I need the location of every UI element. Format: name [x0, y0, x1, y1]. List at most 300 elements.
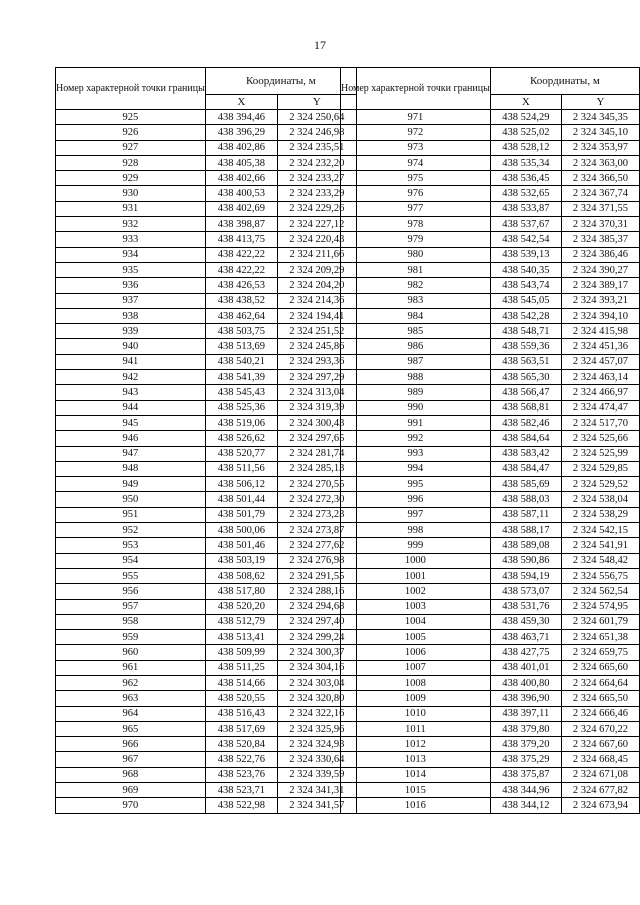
- y-coordinate-cell: 2 324 288,16: [277, 584, 356, 599]
- point-number-cell: 990: [341, 400, 491, 415]
- table-row: [56, 186, 357, 201]
- point-number-cell: 1009: [341, 691, 491, 706]
- x-coordinate-cell: 438 568,81: [490, 400, 561, 415]
- y-coordinate-cell: 2 324 394,10: [561, 308, 639, 323]
- y-coordinate-cell: 2 324 299,24: [277, 630, 356, 645]
- y-coordinate-cell: 2 324 341,31: [277, 783, 356, 798]
- point-number-cell: 987: [341, 354, 491, 369]
- x-coordinate-cell: 438 588,17: [490, 523, 561, 538]
- table-row: [56, 308, 357, 323]
- y-coordinate-cell: 2 324 665,60: [561, 660, 639, 675]
- point-number-cell: 946: [56, 431, 206, 446]
- x-coordinate-cell: 438 523,71: [205, 783, 277, 798]
- y-coordinate-cell: 2 324 366,50: [561, 171, 639, 186]
- table-row: [56, 201, 357, 216]
- x-coordinate-cell: 438 413,75: [205, 232, 277, 247]
- x-coordinate-cell: 438 541,39: [205, 370, 277, 385]
- y-coordinate-cell: 2 324 209,29: [277, 262, 356, 277]
- y-coordinate-cell: 2 324 277,62: [277, 538, 356, 553]
- y-coordinate-cell: 2 324 273,87: [277, 523, 356, 538]
- table-row: [56, 446, 357, 461]
- x-coordinate-cell: 438 585,69: [490, 477, 561, 492]
- y-coordinate-cell: 2 324 667,60: [561, 737, 639, 752]
- table-row: [341, 370, 640, 385]
- y-coordinate-cell: 2 324 246,98: [277, 125, 356, 140]
- point-number-cell: 983: [341, 293, 491, 308]
- table-row: [56, 385, 357, 400]
- table-row: [56, 155, 357, 170]
- table-row: [56, 125, 357, 140]
- x-coordinate-cell: 438 543,74: [490, 278, 561, 293]
- table-row: [341, 155, 640, 170]
- table-row: [56, 110, 357, 125]
- x-coordinate-cell: 438 540,21: [205, 354, 277, 369]
- y-coordinate-cell: 2 324 393,21: [561, 293, 639, 308]
- table-row: [56, 737, 357, 752]
- x-coordinate-cell: 438 375,29: [490, 752, 561, 767]
- point-number-cell: 939: [56, 324, 206, 339]
- table-row: [341, 186, 640, 201]
- x-coordinate-cell: 438 517,69: [205, 721, 277, 736]
- point-number-cell: 1007: [341, 660, 491, 675]
- x-coordinate-cell: 438 520,84: [205, 737, 277, 752]
- point-number-cell: 969: [56, 783, 206, 798]
- point-number-cell: 964: [56, 706, 206, 721]
- x-coordinate-cell: 438 422,22: [205, 262, 277, 277]
- y-coordinate-cell: 2 324 285,13: [277, 461, 356, 476]
- table-row: [56, 523, 357, 538]
- point-number-cell: 954: [56, 553, 206, 568]
- x-coordinate-cell: 438 573,07: [490, 584, 561, 599]
- x-coordinate-cell: 438 522,76: [205, 752, 277, 767]
- y-coordinate-cell: 2 324 363,00: [561, 155, 639, 170]
- table-row: [56, 461, 357, 476]
- point-number-cell: 980: [341, 247, 491, 262]
- table-row: [56, 584, 357, 599]
- table-row: [341, 660, 640, 675]
- y-coordinate-cell: 2 324 671,08: [561, 767, 639, 782]
- table-row: [56, 232, 357, 247]
- table-row: [341, 125, 640, 140]
- x-coordinate-cell: 438 539,13: [490, 247, 561, 262]
- y-coordinate-cell: 2 324 294,68: [277, 599, 356, 614]
- x-coordinate-cell: 438 536,45: [490, 171, 561, 186]
- y-coordinate-cell: 2 324 463,14: [561, 370, 639, 385]
- y-coordinate-cell: 2 324 303,04: [277, 675, 356, 690]
- point-number-cell: 978: [341, 217, 491, 232]
- y-coordinate-cell: 2 324 330,64: [277, 752, 356, 767]
- x-coordinate-cell: 438 565,30: [490, 370, 561, 385]
- point-number-cell: 1015: [341, 783, 491, 798]
- coordinates-table-left: [55, 67, 357, 814]
- x-coordinate-cell: 438 379,20: [490, 737, 561, 752]
- y-coordinate-cell: 2 324 304,16: [277, 660, 356, 675]
- y-coordinate-cell: 2 324 601,79: [561, 614, 639, 629]
- table-row: [341, 553, 640, 568]
- table-row: [56, 415, 357, 430]
- x-coordinate-cell: 438 459,30: [490, 614, 561, 629]
- y-coordinate-cell: 2 324 466,97: [561, 385, 639, 400]
- table-row: [56, 645, 357, 660]
- right-table-body: [341, 110, 640, 814]
- x-coordinate-cell: 438 545,43: [205, 385, 277, 400]
- y-coordinate-cell: 2 324 291,55: [277, 568, 356, 583]
- x-coordinate-cell: 438 422,22: [205, 247, 277, 262]
- table-row: [341, 308, 640, 323]
- point-number-cell: 1004: [341, 614, 491, 629]
- y-coordinate-cell: 2 324 677,82: [561, 783, 639, 798]
- point-number-cell: 927: [56, 140, 206, 155]
- table-row: [56, 278, 357, 293]
- table-row: [56, 370, 357, 385]
- x-coordinate-cell: 438 512,79: [205, 614, 277, 629]
- x-coordinate-cell: 438 397,11: [490, 706, 561, 721]
- table-row: [341, 783, 640, 798]
- point-number-cell: 973: [341, 140, 491, 155]
- x-coordinate-cell: 438 520,55: [205, 691, 277, 706]
- x-coordinate-cell: 438 375,87: [490, 767, 561, 782]
- y-coordinate-cell: 2 324 276,98: [277, 553, 356, 568]
- point-number-cell: 931: [56, 201, 206, 216]
- table-row: [341, 171, 640, 186]
- x-coordinate-cell: 438 402,66: [205, 171, 277, 186]
- point-number-cell: 989: [341, 385, 491, 400]
- x-coordinate-cell: 438 520,20: [205, 599, 277, 614]
- table-row: [341, 461, 640, 476]
- point-number-cell: 960: [56, 645, 206, 660]
- y-coordinate-cell: 2 324 415,98: [561, 324, 639, 339]
- y-coordinate-cell: 2 324 245,86: [277, 339, 356, 354]
- point-number-cell: 926: [56, 125, 206, 140]
- point-number-cell: 1016: [341, 798, 491, 813]
- point-number-cell: 937: [56, 293, 206, 308]
- y-coordinate-cell: 2 324 651,38: [561, 630, 639, 645]
- table-row: [56, 262, 357, 277]
- y-coordinate-cell: 2 324 293,36: [277, 354, 356, 369]
- y-coordinate-cell: 2 324 270,55: [277, 477, 356, 492]
- table-row: [341, 140, 640, 155]
- point-number-cell: 970: [56, 798, 206, 813]
- x-coordinate-cell: 438 394,46: [205, 110, 277, 125]
- table-row: [56, 783, 357, 798]
- x-coordinate-cell: 438 525,36: [205, 400, 277, 415]
- table-row: [341, 110, 640, 125]
- table-row: [56, 354, 357, 369]
- table-row: [56, 492, 357, 507]
- point-number-cell: 1011: [341, 721, 491, 736]
- x-coordinate-cell: 438 531,76: [490, 599, 561, 614]
- x-coordinate-cell: 438 540,35: [490, 262, 561, 277]
- point-number-cell: 932: [56, 217, 206, 232]
- x-coordinate-cell: 438 542,28: [490, 308, 561, 323]
- x-coordinate-cell: 438 503,19: [205, 553, 277, 568]
- point-number-cell: 957: [56, 599, 206, 614]
- point-number-cell: 993: [341, 446, 491, 461]
- table-row: [341, 614, 640, 629]
- x-coordinate-cell: 438 462,64: [205, 308, 277, 323]
- point-number-cell: 950: [56, 492, 206, 507]
- x-coordinate-cell: 438 523,76: [205, 767, 277, 782]
- y-coordinate-cell: 2 324 220,43: [277, 232, 356, 247]
- point-number-cell: 963: [56, 691, 206, 706]
- point-number-cell: 1005: [341, 630, 491, 645]
- y-coordinate-cell: 2 324 668,45: [561, 752, 639, 767]
- table-row: [341, 584, 640, 599]
- table-row: [56, 568, 357, 583]
- table-row: [56, 675, 357, 690]
- y-coordinate-cell: 2 324 370,31: [561, 217, 639, 232]
- x-coordinate-cell: 438 537,67: [490, 217, 561, 232]
- x-coordinate-cell: 438 522,98: [205, 798, 277, 813]
- table-row: [341, 630, 640, 645]
- table-row: [56, 553, 357, 568]
- x-coordinate-cell: 438 344,96: [490, 783, 561, 798]
- point-number-cell: 975: [341, 171, 491, 186]
- x-coordinate-cell: 438 584,64: [490, 431, 561, 446]
- point-number-cell: 1014: [341, 767, 491, 782]
- x-coordinate-cell: 438 514,66: [205, 675, 277, 690]
- x-coordinate-cell: 438 588,03: [490, 492, 561, 507]
- table-row: [341, 262, 640, 277]
- y-coordinate-cell: 2 324 538,29: [561, 507, 639, 522]
- x-coordinate-cell: 438 400,53: [205, 186, 277, 201]
- x-coordinate-cell: 438 587,11: [490, 507, 561, 522]
- table-row: [341, 385, 640, 400]
- point-number-cell: 985: [341, 324, 491, 339]
- x-coordinate-cell: 438 402,86: [205, 140, 277, 155]
- point-number-cell: 938: [56, 308, 206, 323]
- x-coordinate-cell: 438 396,29: [205, 125, 277, 140]
- x-coordinate-cell: 438 545,05: [490, 293, 561, 308]
- table-row: [341, 492, 640, 507]
- point-number-cell: 995: [341, 477, 491, 492]
- x-header: X: [490, 95, 561, 110]
- x-coordinate-cell: 438 594,19: [490, 568, 561, 583]
- table-row: [56, 630, 357, 645]
- point-number-cell: 945: [56, 415, 206, 430]
- table-row: [341, 400, 640, 415]
- x-coordinate-cell: 438 548,71: [490, 324, 561, 339]
- table-row: [341, 293, 640, 308]
- y-coordinate-cell: 2 324 300,43: [277, 415, 356, 430]
- point-number-cell: 930: [56, 186, 206, 201]
- y-coordinate-cell: 2 324 320,80: [277, 691, 356, 706]
- y-coordinate-cell: 2 324 339,59: [277, 767, 356, 782]
- table-row: [341, 721, 640, 736]
- y-coordinate-cell: 2 324 319,39: [277, 400, 356, 415]
- table-row: [56, 171, 357, 186]
- y-coordinate-cell: 2 324 665,50: [561, 691, 639, 706]
- point-number-cell: 935: [56, 262, 206, 277]
- point-number-cell: 952: [56, 523, 206, 538]
- table-row: [56, 614, 357, 629]
- x-coordinate-cell: 438 542,54: [490, 232, 561, 247]
- y-coordinate-cell: 2 324 251,52: [277, 324, 356, 339]
- y-coordinate-cell: 2 324 227,12: [277, 217, 356, 232]
- y-coordinate-cell: 2 324 525,66: [561, 431, 639, 446]
- point-number-cell: 1002: [341, 584, 491, 599]
- table-row: [341, 752, 640, 767]
- y-coordinate-cell: 2 324 474,47: [561, 400, 639, 415]
- point-number-cell: 965: [56, 721, 206, 736]
- x-coordinate-cell: 438 501,44: [205, 492, 277, 507]
- x-coordinate-cell: 438 402,69: [205, 201, 277, 216]
- x-coordinate-cell: 438 524,29: [490, 110, 561, 125]
- point-number-cell: 1001: [341, 568, 491, 583]
- coordinates-table-right: [340, 67, 640, 814]
- point-number-cell: 929: [56, 171, 206, 186]
- table-row: [341, 645, 640, 660]
- x-coordinate-cell: 438 400,80: [490, 675, 561, 690]
- point-number-cell: 944: [56, 400, 206, 415]
- y-coordinate-cell: 2 324 214,36: [277, 293, 356, 308]
- y-coordinate-cell: 2 324 281,74: [277, 446, 356, 461]
- point-number-cell: 968: [56, 767, 206, 782]
- point-number-cell: 961: [56, 660, 206, 675]
- x-coordinate-cell: 438 526,62: [205, 431, 277, 446]
- y-coordinate-cell: 2 324 204,20: [277, 278, 356, 293]
- x-coordinate-cell: 438 501,79: [205, 507, 277, 522]
- point-number-cell: 1000: [341, 553, 491, 568]
- point-number-header: Номер характерной точки границы: [56, 68, 206, 110]
- y-coordinate-cell: 2 324 367,74: [561, 186, 639, 201]
- table-row: [56, 431, 357, 446]
- y-coordinate-cell: 2 324 666,46: [561, 706, 639, 721]
- table-row: [341, 247, 640, 262]
- x-coordinate-cell: 438 525,02: [490, 125, 561, 140]
- point-number-cell: 958: [56, 614, 206, 629]
- left-table-body: [56, 110, 357, 814]
- x-coordinate-cell: 438 583,42: [490, 446, 561, 461]
- point-number-cell: 967: [56, 752, 206, 767]
- point-number-cell: 996: [341, 492, 491, 507]
- x-coordinate-cell: 438 500,06: [205, 523, 277, 538]
- table-row: [341, 538, 640, 553]
- y-coordinate-cell: 2 324 548,42: [561, 553, 639, 568]
- y-coordinate-cell: 2 324 297,40: [277, 614, 356, 629]
- point-number-cell: 999: [341, 538, 491, 553]
- x-coordinate-cell: 438 582,46: [490, 415, 561, 430]
- y-coordinate-cell: 2 324 538,04: [561, 492, 639, 507]
- table-row: [341, 691, 640, 706]
- x-coordinate-cell: 438 506,12: [205, 477, 277, 492]
- point-number-cell: 991: [341, 415, 491, 430]
- point-number-cell: 934: [56, 247, 206, 262]
- y-coordinate-cell: 2 324 273,23: [277, 507, 356, 522]
- x-coordinate-cell: 438 513,69: [205, 339, 277, 354]
- y-coordinate-cell: 2 324 300,37: [277, 645, 356, 660]
- y-coordinate-cell: 2 324 371,55: [561, 201, 639, 216]
- table-row: [56, 507, 357, 522]
- point-number-cell: 1013: [341, 752, 491, 767]
- y-coordinate-cell: 2 324 297,29: [277, 370, 356, 385]
- point-number-cell: 953: [56, 538, 206, 553]
- point-number-cell: 940: [56, 339, 206, 354]
- table-row: [341, 201, 640, 216]
- table-row: [341, 217, 640, 232]
- point-number-cell: 955: [56, 568, 206, 583]
- y-coordinate-cell: 2 324 673,94: [561, 798, 639, 813]
- y-coordinate-cell: 2 324 389,17: [561, 278, 639, 293]
- point-number-cell: 949: [56, 477, 206, 492]
- point-number-cell: 962: [56, 675, 206, 690]
- point-number-cell: 992: [341, 431, 491, 446]
- point-number-cell: 998: [341, 523, 491, 538]
- x-coordinate-cell: 438 508,62: [205, 568, 277, 583]
- table-row: [56, 293, 357, 308]
- x-coordinate-cell: 438 509,99: [205, 645, 277, 660]
- y-header: Y: [561, 95, 639, 110]
- x-coordinate-cell: 438 427,75: [490, 645, 561, 660]
- table-row: [341, 798, 640, 813]
- x-coordinate-cell: 438 589,08: [490, 538, 561, 553]
- table-row: [56, 599, 357, 614]
- y-coordinate-cell: 2 324 525,99: [561, 446, 639, 461]
- y-coordinate-cell: 2 324 664,64: [561, 675, 639, 690]
- x-coordinate-cell: 438 503,75: [205, 324, 277, 339]
- y-coordinate-cell: 2 324 542,15: [561, 523, 639, 538]
- point-number-cell: 925: [56, 110, 206, 125]
- point-number-cell: 994: [341, 461, 491, 476]
- table-row: [341, 339, 640, 354]
- point-number-cell: 979: [341, 232, 491, 247]
- table-row: [56, 247, 357, 262]
- x-coordinate-cell: 438 528,12: [490, 140, 561, 155]
- point-number-cell: 928: [56, 155, 206, 170]
- point-number-cell: 959: [56, 630, 206, 645]
- table-row: [56, 691, 357, 706]
- point-number-cell: 986: [341, 339, 491, 354]
- table-row: [56, 339, 357, 354]
- table-row: [56, 721, 357, 736]
- table-row: [341, 706, 640, 721]
- point-number-cell: 988: [341, 370, 491, 385]
- y-coordinate-cell: 2 324 541,91: [561, 538, 639, 553]
- x-coordinate-cell: 438 584,47: [490, 461, 561, 476]
- table-row: [56, 477, 357, 492]
- point-number-cell: 984: [341, 308, 491, 323]
- table-row: [56, 324, 357, 339]
- y-coordinate-cell: 2 324 670,22: [561, 721, 639, 736]
- table-row: [56, 660, 357, 675]
- y-coordinate-cell: 2 324 325,96: [277, 721, 356, 736]
- x-coordinate-cell: 438 533,87: [490, 201, 561, 216]
- point-number-cell: 977: [341, 201, 491, 216]
- x-coordinate-cell: 438 532,65: [490, 186, 561, 201]
- y-coordinate-cell: 2 324 562,54: [561, 584, 639, 599]
- table-row: [56, 752, 357, 767]
- table-row: [341, 431, 640, 446]
- x-coordinate-cell: 438 563,51: [490, 354, 561, 369]
- x-coordinate-cell: 438 511,56: [205, 461, 277, 476]
- point-number-cell: 974: [341, 155, 491, 170]
- point-number-cell: 948: [56, 461, 206, 476]
- point-number-cell: 976: [341, 186, 491, 201]
- x-coordinate-cell: 438 401,01: [490, 660, 561, 675]
- table-row: [341, 354, 640, 369]
- y-coordinate-cell: 2 324 386,46: [561, 247, 639, 262]
- table-row: [341, 446, 640, 461]
- table-row: [341, 568, 640, 583]
- y-coordinate-cell: 2 324 322,16: [277, 706, 356, 721]
- table-row: [56, 798, 357, 813]
- x-header: X: [205, 95, 277, 110]
- y-header: Y: [277, 95, 356, 110]
- y-coordinate-cell: 2 324 574,95: [561, 599, 639, 614]
- x-coordinate-cell: 438 398,87: [205, 217, 277, 232]
- table-row: [341, 324, 640, 339]
- y-coordinate-cell: 2 324 385,37: [561, 232, 639, 247]
